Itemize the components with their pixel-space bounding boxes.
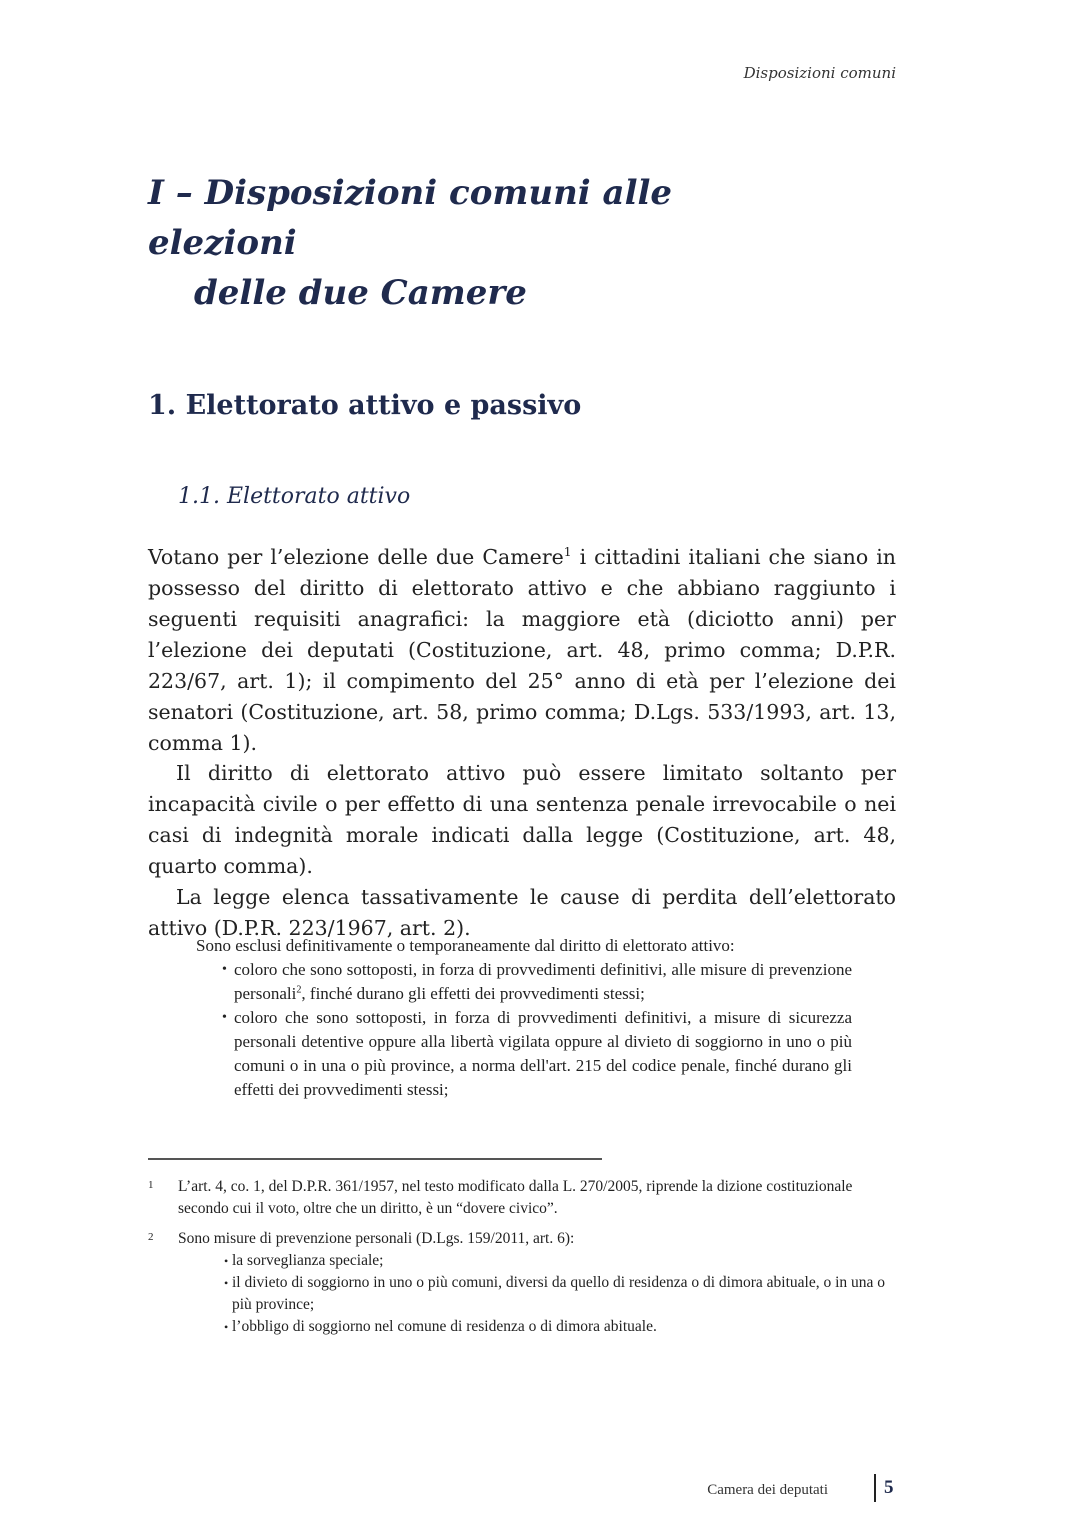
footnote-divider <box>148 1158 602 1160</box>
exclusions-list <box>196 958 852 1102</box>
exclusions-intro: Sono esclusi definitivamente o temporaneamente dal diritto di elettorato attivo: <box>196 936 735 955</box>
chapter-title-line-2: delle due Camere <box>194 273 527 313</box>
footnote-2-item: • la sorveglianza speciale; <box>232 1250 896 1272</box>
footnote-1 <box>148 1176 896 1220</box>
chapter-title-line-1: I – Disposizioni comuni alle elezioni <box>148 173 673 263</box>
exclusions-item: • coloro che sono sottoposti, in forza di provvedimenti definitivi, a misure di sicurezza personali detentive oppure alla libertà vigilata oppure al divieto di soggiorno in uno o più comuni o in una o più province, a norma dell'art. 215 del codice penale, finché durano gli effetti dei provvedimenti stessi; <box>234 1006 852 1102</box>
exclusions-item <box>234 958 852 1006</box>
footnote-2-item: • il divieto di soggiorno in uno o più comuni, diversi da quello di residenza o di dimora abituale, o in una o più province; <box>232 1272 896 1316</box>
section-title: 1. Elettorato attivo e passivo <box>148 390 582 421</box>
page-number: 5 <box>884 1477 894 1498</box>
footnote-2-number: 2 <box>148 1231 154 1243</box>
chapter-title <box>148 168 788 318</box>
running-header: Disposizioni comuni <box>743 64 896 82</box>
footnote-2-list <box>178 1250 896 1338</box>
body-paragraph-1 <box>148 542 896 759</box>
footnote-1-text: L’art. 4, co. 1, del D.P.R. 361/1957, nel testo modificato dalla L. 270/2005, riprende la dizione costituzionale secondo cui il voto, oltre che un diritto, è un “dovere civico”. <box>178 1178 853 1217</box>
footnote-2-text: Sono misure di prevenzione personali (D.Lgs. 159/2011, art. 6): <box>178 1230 575 1247</box>
subsection-title: 1.1. Elettorato attivo <box>178 484 411 509</box>
footnote-ref-1[interactable]: 1 <box>563 545 572 560</box>
body-paragraph-2: Il diritto di elettorato attivo può essere limitato soltanto per incapacità civile o per effetto di una sentenza penale irrevocabile o nei casi di indegnità morale indicati dalla legge (Costituzione, art. 48, quarto comma). <box>148 761 896 878</box>
exclusions-block <box>196 934 852 1102</box>
body-paragraphs-2-3 <box>148 758 896 944</box>
body-p1-start: Votano per l’elezione delle due Camere <box>148 545 564 569</box>
exclusions-item-1-end: , finché durano gli effetti dei provvedimenti stessi; <box>301 984 645 1003</box>
footnote-2 <box>148 1228 896 1338</box>
footer-divider <box>874 1474 876 1502</box>
footnote-2-item: • l’obbligo di soggiorno nel comune di residenza o di dimora abituale. <box>232 1316 896 1338</box>
footnotes <box>148 1176 896 1346</box>
footnote-ref-2[interactable]: 2 <box>296 984 302 996</box>
body-p1-end: i cittadini italiani che siano in possesso del diritto di elettorato attivo e che abbiano raggiunto i seguenti requisiti anagrafici: la maggiore età (diciotto anni) per l’elezione dei deputati (Costituzione, art. 48, primo comma; D.P.R. 223/67, art. 1); il compimento del 25° anno di età per l’elezione dei senatori (Costituzione, art. 58, primo comma; D.Lgs. 533/1993, art. 13, comma 1). <box>148 545 896 755</box>
footnote-1-number: 1 <box>148 1179 154 1191</box>
body-paragraph-3: La legge elenca tassativamente le cause di perdita dell’elettorato attivo (D.P.R. 223/1967, art. 2). <box>148 885 896 940</box>
footer-label: Camera dei deputati <box>707 1482 828 1498</box>
exclusions-item-1-start: coloro che sono sottoposti, in forza di provvedimenti definitivi, alle misure di prevenzione personali <box>234 960 852 1003</box>
